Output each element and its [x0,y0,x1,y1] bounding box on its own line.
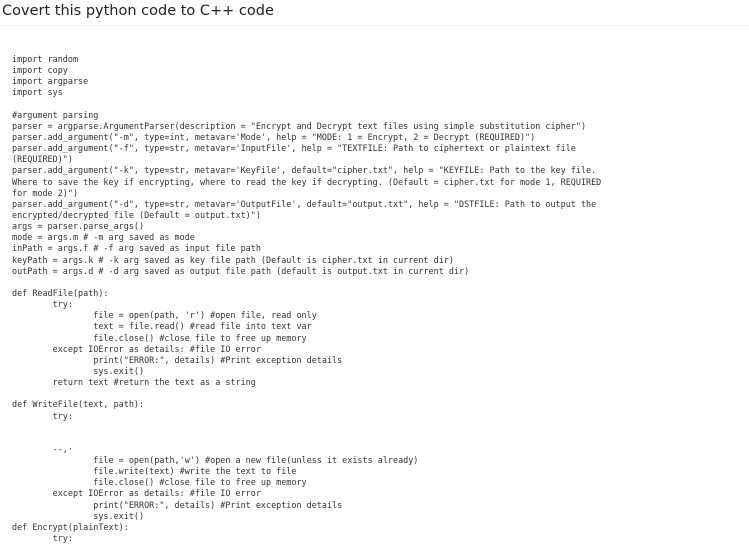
code-line: file.close() #close file to free up memory [12,477,307,488]
code-line: file = open(path, 'r') #open file, read only [12,310,317,321]
question-title: Covert this python code to C++ code [2,3,274,19]
code-line: except IOError as details: #file IO error [12,343,261,354]
code-line: encrypted/decrypted file (Default = output.txt)") [12,209,261,220]
code-line: import sys [12,87,63,98]
code-line: Where to save the key if encrypting, where to read the key if decrypting. (Default = cipher.txt for mode 1, REQUIRED [12,176,602,187]
code-line: def ReadFile(path): [12,287,109,298]
code-line: import random [12,54,79,64]
title-divider [0,25,749,26]
code-line: file.close() #close file to free up memory [12,332,307,343]
code-line: mode = args.m # -m arg saved as mode [12,232,195,243]
code-line: file = open(path,'w') #open a new file(unless it exists already) [12,455,419,466]
code-line: sys.exit() [12,510,145,521]
code-line: parser.add_argument("-f", type=str, metavar='InputFile', help = "TEXTFILE: Path to ciphertext or plaintext file [12,143,576,154]
code-line: parser.add_argument("-k", type=str, metavar='KeyFile', default="cipher.txt", help = "KEYFILE: Path to the key file. [12,165,597,176]
code-line [12,422,742,433]
code-line: --,· [12,443,73,454]
code-line [12,277,742,288]
code-line: import argparse [12,76,89,87]
code-line [12,388,742,399]
code-line: parser.add_argument("-m", type=int, metavar='Mode', help = "MODE: 1 = Encrypt, 2 = Decrypt (REQUIRED)") [12,131,536,142]
code-line: file.write(text) #write the text to file [12,466,297,477]
code-line: args = parser.parse_args() [12,221,145,232]
code-line: import copy [12,65,68,76]
code-line: parser.add_argument("-d", type=str, metavar='OutputFile', default="output.txt", help = "DSTFILE: Path to output the [12,198,597,209]
code-line: print("ERROR:", details) #Print exception details [12,354,343,365]
code-line: text = file.read() #read file into text var [12,321,312,332]
code-line: try: [12,410,73,421]
code-line: for mode 2)") [12,187,79,198]
code-line: (REQUIRED)") [12,154,73,165]
code-line: def WriteFile(text, path): [12,399,145,410]
code-line: except IOError as details: #file IO error [12,488,261,499]
code-line: #argument parsing [12,109,99,120]
code-line: inPath = args.f # -f arg saved as input file path [12,243,261,254]
code-line: keyPath = args.k # -k arg saved as key file path (Default is cipher.txt in current dir) [12,254,454,265]
code-line: def Encrypt(plainText): [12,521,129,532]
code-line [12,99,742,110]
code-line [12,433,742,444]
code-line: try: [12,533,73,544]
code-line: try: [12,299,73,310]
code-line: sys.exit() [12,365,145,376]
code-block [12,54,742,544]
code-line: return text #return the text as a string [12,377,256,388]
code-line: outPath = args.d # -d arg saved as output file path (default is output.txt in current dir) [12,265,470,276]
code-line: parser = argparse.ArgumentParser(description = "Encrypt and Decrypt text files using simple substitution cipher") [12,120,587,131]
code-line: print("ERROR:", details) #Print exception details [12,499,343,510]
